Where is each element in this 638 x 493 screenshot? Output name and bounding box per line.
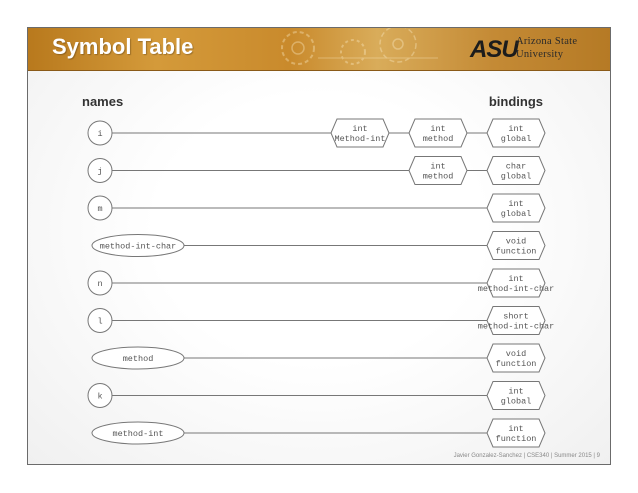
binding-text: method-int-char <box>477 321 555 332</box>
symbol-row <box>88 269 554 297</box>
binding-text: int <box>430 161 446 172</box>
asu-logo-mark: ASU <box>470 36 518 63</box>
symbol-row <box>92 344 545 372</box>
binding-text: method <box>422 134 454 144</box>
symbol-name: k <box>97 391 103 402</box>
binding-text: Method-int <box>334 134 386 144</box>
asu-logo-line2: University <box>516 49 564 60</box>
symbol-name: j <box>97 166 103 177</box>
symbol-row <box>88 382 545 410</box>
symbol-row <box>92 419 545 447</box>
slide <box>27 27 611 465</box>
symbol-name: i <box>97 129 103 139</box>
symbol-row <box>88 157 545 185</box>
slide-title: Symbol Table <box>52 34 194 59</box>
asu-logo <box>470 35 600 63</box>
slide-header <box>28 28 610 71</box>
binding-text: method <box>422 171 454 182</box>
symbol-name: m <box>97 204 103 214</box>
binding-text: int <box>430 124 446 134</box>
names-column-header: names <box>82 94 124 109</box>
symbol-name: n <box>97 279 103 289</box>
binding-text: short <box>503 311 529 322</box>
symbol-name: method-int-char <box>99 241 177 252</box>
gears-decoration-icon <box>258 28 458 70</box>
symbol-table-diagram <box>28 71 611 465</box>
binding-text: global <box>500 396 532 407</box>
binding-text: int <box>508 386 524 397</box>
bindings-column-header: bindings <box>488 94 543 109</box>
binding-text: method-int-char <box>477 284 555 294</box>
binding-text: global <box>500 209 532 219</box>
binding-text: int <box>352 124 368 134</box>
binding-text: void <box>505 349 527 359</box>
binding-text: function <box>495 434 537 444</box>
binding-text: int <box>508 124 524 134</box>
binding-text: int <box>508 274 524 284</box>
binding-text: global <box>500 134 532 144</box>
symbol-name: method <box>122 354 154 364</box>
binding-text: int <box>508 199 524 209</box>
symbol-row <box>88 194 545 222</box>
symbol-name: method-int <box>112 429 164 439</box>
binding-text: char <box>505 161 527 172</box>
binding-text: function <box>495 246 537 257</box>
symbol-name: l <box>97 316 103 327</box>
slide-footer: Javier Gonzalez-Sanchez | CSE340 | Summer 2015 | 9 <box>453 453 600 459</box>
binding-text: function <box>495 359 537 369</box>
binding-text: int <box>508 424 524 434</box>
binding-text: void <box>505 236 527 247</box>
slide-body <box>28 71 610 465</box>
asu-logo-line1: Arizona State <box>516 36 578 47</box>
symbol-row <box>92 232 545 260</box>
binding-text: global <box>500 171 532 182</box>
symbol-row <box>88 119 545 147</box>
symbol-row <box>88 307 554 335</box>
